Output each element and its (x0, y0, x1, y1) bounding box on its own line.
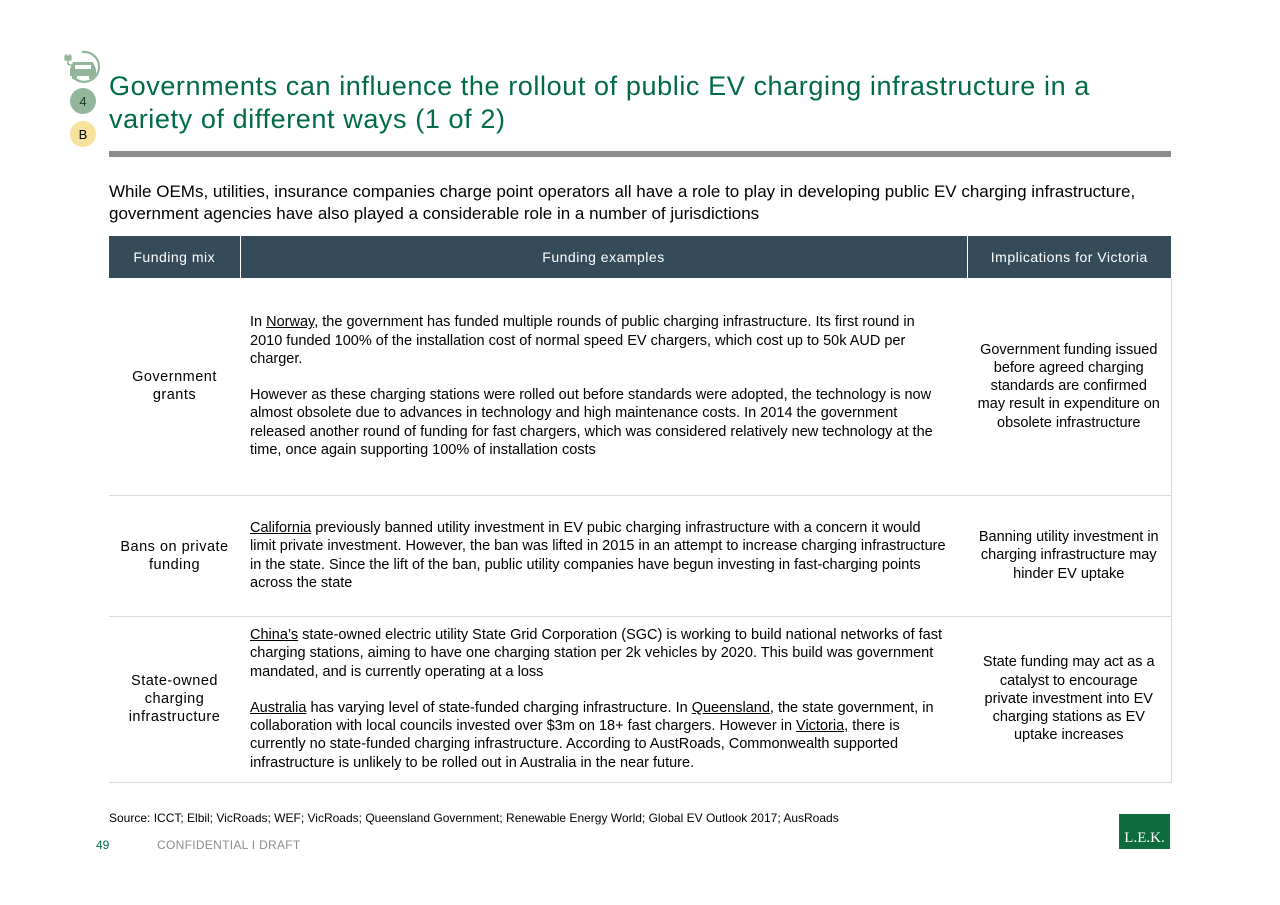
table-row (109, 616, 1171, 782)
funding-mix-cell: Bans on private funding (109, 495, 240, 616)
funding-table (109, 236, 1172, 783)
funding-mix-cell: State-owned charging infrastructure (109, 616, 240, 782)
state-link-queensland: Queensland (691, 699, 770, 716)
country-link-norway: Norway (266, 314, 315, 331)
example-paragraph (250, 626, 949, 681)
table-row (109, 495, 1171, 616)
funding-examples-cell (240, 616, 967, 782)
example-text: , the government has funded multiple rounds of public charging infrastructure. Its first round in 2010 funded 100% of the installation cost of normal speed EV chargers, which cost up to 50k AUD per charger. (250, 314, 915, 367)
page-title: Governments can influence the rollout of public EV charging infrastructure in a variety of different ways (1 of 2) (109, 71, 1090, 134)
table-header-row (109, 236, 1171, 278)
example-paragraph (250, 313, 949, 368)
confidentiality-label: CONFIDENTIAL I DRAFT (157, 838, 301, 852)
ev-charging-car-icon (62, 48, 104, 84)
implication-cell: Banning utility investment in charging infrastructure may hinder EV uptake (967, 495, 1171, 616)
example-text: , the state government, in collaboration with local councils invested over $3m on 18+ fast chargers. However in (250, 699, 934, 735)
implication-cell: State funding may act as a catalyst to encourage private investment into EV charging stations as EV uptake increases (967, 616, 1171, 782)
example-lead-text: In (250, 314, 267, 331)
intro-text: While OEMs, utilities, insurance companies charge point operators all have a role to play in developing public EV charging infrastructure, government agencies have also played a considerable role in a number of jurisdictions (109, 182, 1136, 223)
implication-cell: Government funding issued before agreed charging standards are confirmed may result in expenditure on obsolete infrastructure (967, 278, 1171, 495)
example-text: there is currently no state-funded charging infrastructure. According to AustRoads, Commonwealth supported infrastructure is unlikely to be rolled out in Australia in the near future. (250, 718, 900, 771)
example-text: previously banned utility investment in EV pubic charging infrastructure with a concern it would limit private investment. However, the ban was lifted in 2015 in an attempt to increase charging infrastructure in the state. Since the lift of the ban, public utility companies have begun investing in fast-charging points across the state (250, 519, 946, 591)
funding-examples-cell (240, 495, 967, 616)
example-text: However as these charging stations were rolled out before standards were adopted, the technology is now almost obsolete due to advances in technology and high maintenance costs. In 2014 the government released another round of funding for fast chargers, which was considered relatively new technology at the time, once again supporting 100% of installation costs (250, 387, 933, 458)
table-row (109, 278, 1171, 495)
source-note: Source: ICCT; Elbil; VicRoads; WEF; VicRoads; Queensland Government; Renewable Energy World; Global EV Outlook 2017; AusRoads (109, 811, 839, 825)
column-header-implications: Implications for Victoria (967, 236, 1171, 278)
country-link-china: China’s (250, 626, 299, 643)
title-divider (109, 151, 1171, 157)
example-text: state-owned electric utility State Grid Corporation (SGC) is working to build national networks of fast charging stations, aiming to have one charging station per 2k vehicles by 2020. This build was government mandated, and is currently operating at a loss (250, 626, 943, 680)
country-link-california: California (250, 519, 312, 536)
state-link-victoria: Victoria, (796, 718, 849, 735)
example-text: has varying level of state-funded charging infrastructure. In (306, 699, 692, 716)
example-paragraph (250, 699, 949, 772)
section-letter-badge: B (70, 121, 96, 147)
funding-examples-cell (240, 278, 967, 495)
example-paragraph (250, 519, 949, 592)
lek-logo: L.E.K. (1119, 814, 1170, 849)
funding-mix-cell: Government grants (109, 278, 240, 495)
section-number-badge: 4 (70, 88, 96, 114)
page-number: 49 (96, 838, 110, 852)
example-paragraph (250, 386, 949, 459)
column-header-funding-examples: Funding examples (240, 236, 967, 278)
column-header-funding-mix: Funding mix (109, 236, 240, 278)
country-link-australia: Australia (250, 699, 307, 716)
